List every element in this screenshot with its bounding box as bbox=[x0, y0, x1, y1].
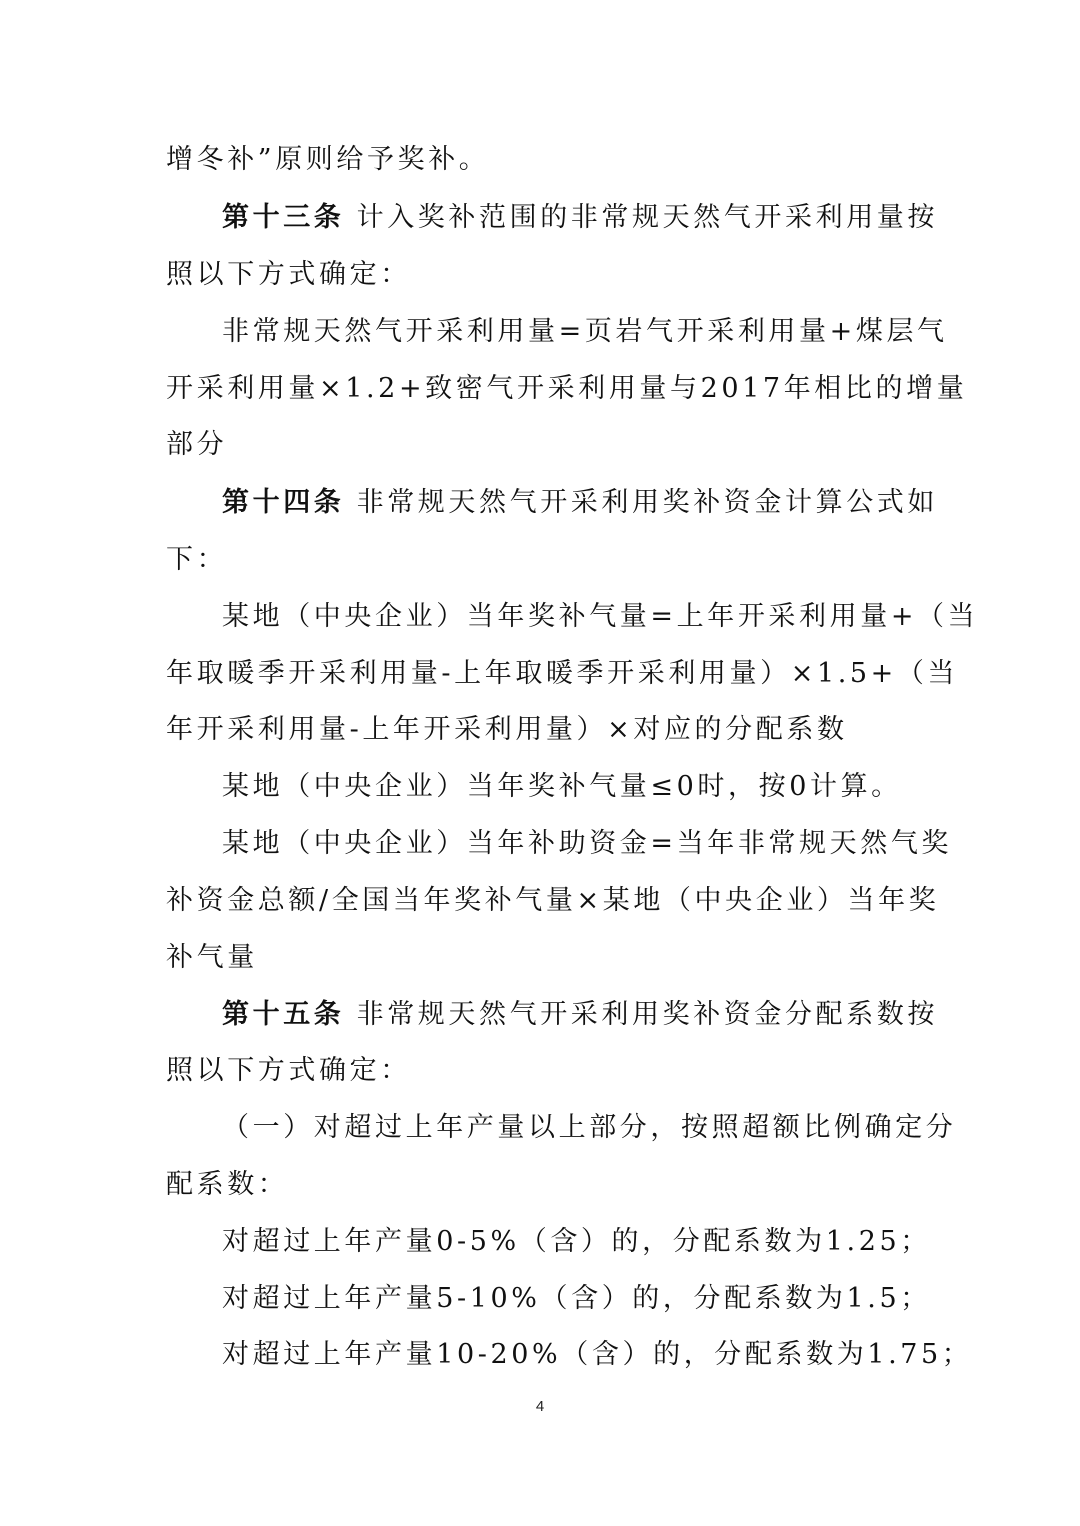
paragraph-line: （一）对超过上年产量以上部分，按照超额比例确定分 bbox=[222, 1112, 957, 1143]
article-15-line: 第十五条 非常规天然气开采利用奖补资金分配系数按 bbox=[222, 999, 938, 1030]
article-13-line: 第十三条 计入奖补范围的非常规天然气开采利用量按 bbox=[222, 202, 938, 233]
formula-line: 补气量 bbox=[166, 942, 258, 973]
paragraph-line: 下： bbox=[166, 544, 228, 575]
article-heading: 第十三条 bbox=[222, 202, 345, 233]
coefficient-line: 对超过上年产量10-20%（含）的，分配系数为1.75； bbox=[222, 1339, 973, 1370]
formula-line: 年开采利用量-上年开采利用量）×对应的分配系数 bbox=[166, 714, 848, 745]
formula-line: 某地（中央企业）当年奖补气量=上年开采利用量+（当 bbox=[222, 601, 979, 632]
formula-line: 补资金总额/全国当年奖补气量×某地（中央企业）当年奖 bbox=[166, 885, 940, 916]
formula-line: 某地（中央企业）当年补助资金=当年非常规天然气奖 bbox=[222, 828, 953, 859]
formula-line: 开采利用量×1.2+致密气开采利用量与2017年相比的增量 bbox=[166, 373, 968, 404]
paragraph-line: 照以下方式确定： bbox=[166, 1055, 411, 1086]
formula-line: 部分 bbox=[166, 429, 228, 460]
page-number: 4 bbox=[535, 1398, 545, 1415]
paragraph-line: 增冬补”原则给予奖补。 bbox=[166, 144, 490, 175]
paragraph-line: 配系数： bbox=[166, 1169, 289, 1200]
formula-line: 年取暖季开采利用量-上年取暖季开采利用量）×1.5+（当 bbox=[166, 658, 959, 689]
coefficient-line: 对超过上年产量5-10%（含）的，分配系数为1.5； bbox=[222, 1283, 931, 1314]
article-heading: 第十五条 bbox=[222, 999, 345, 1030]
formula-line: 非常规天然气开采利用量=页岩气开采利用量+煤层气 bbox=[222, 316, 948, 347]
paragraph-line: 照以下方式确定： bbox=[166, 259, 411, 290]
article-14-line: 第十四条 非常规天然气开采利用奖补资金计算公式如 bbox=[222, 487, 938, 518]
article-heading: 第十四条 bbox=[222, 487, 345, 518]
paragraph-line: 某地（中央企业）当年奖补气量≤0时，按0计算。 bbox=[222, 771, 902, 802]
coefficient-line: 对超过上年产量0-5%（含）的，分配系数为1.25； bbox=[222, 1226, 931, 1257]
